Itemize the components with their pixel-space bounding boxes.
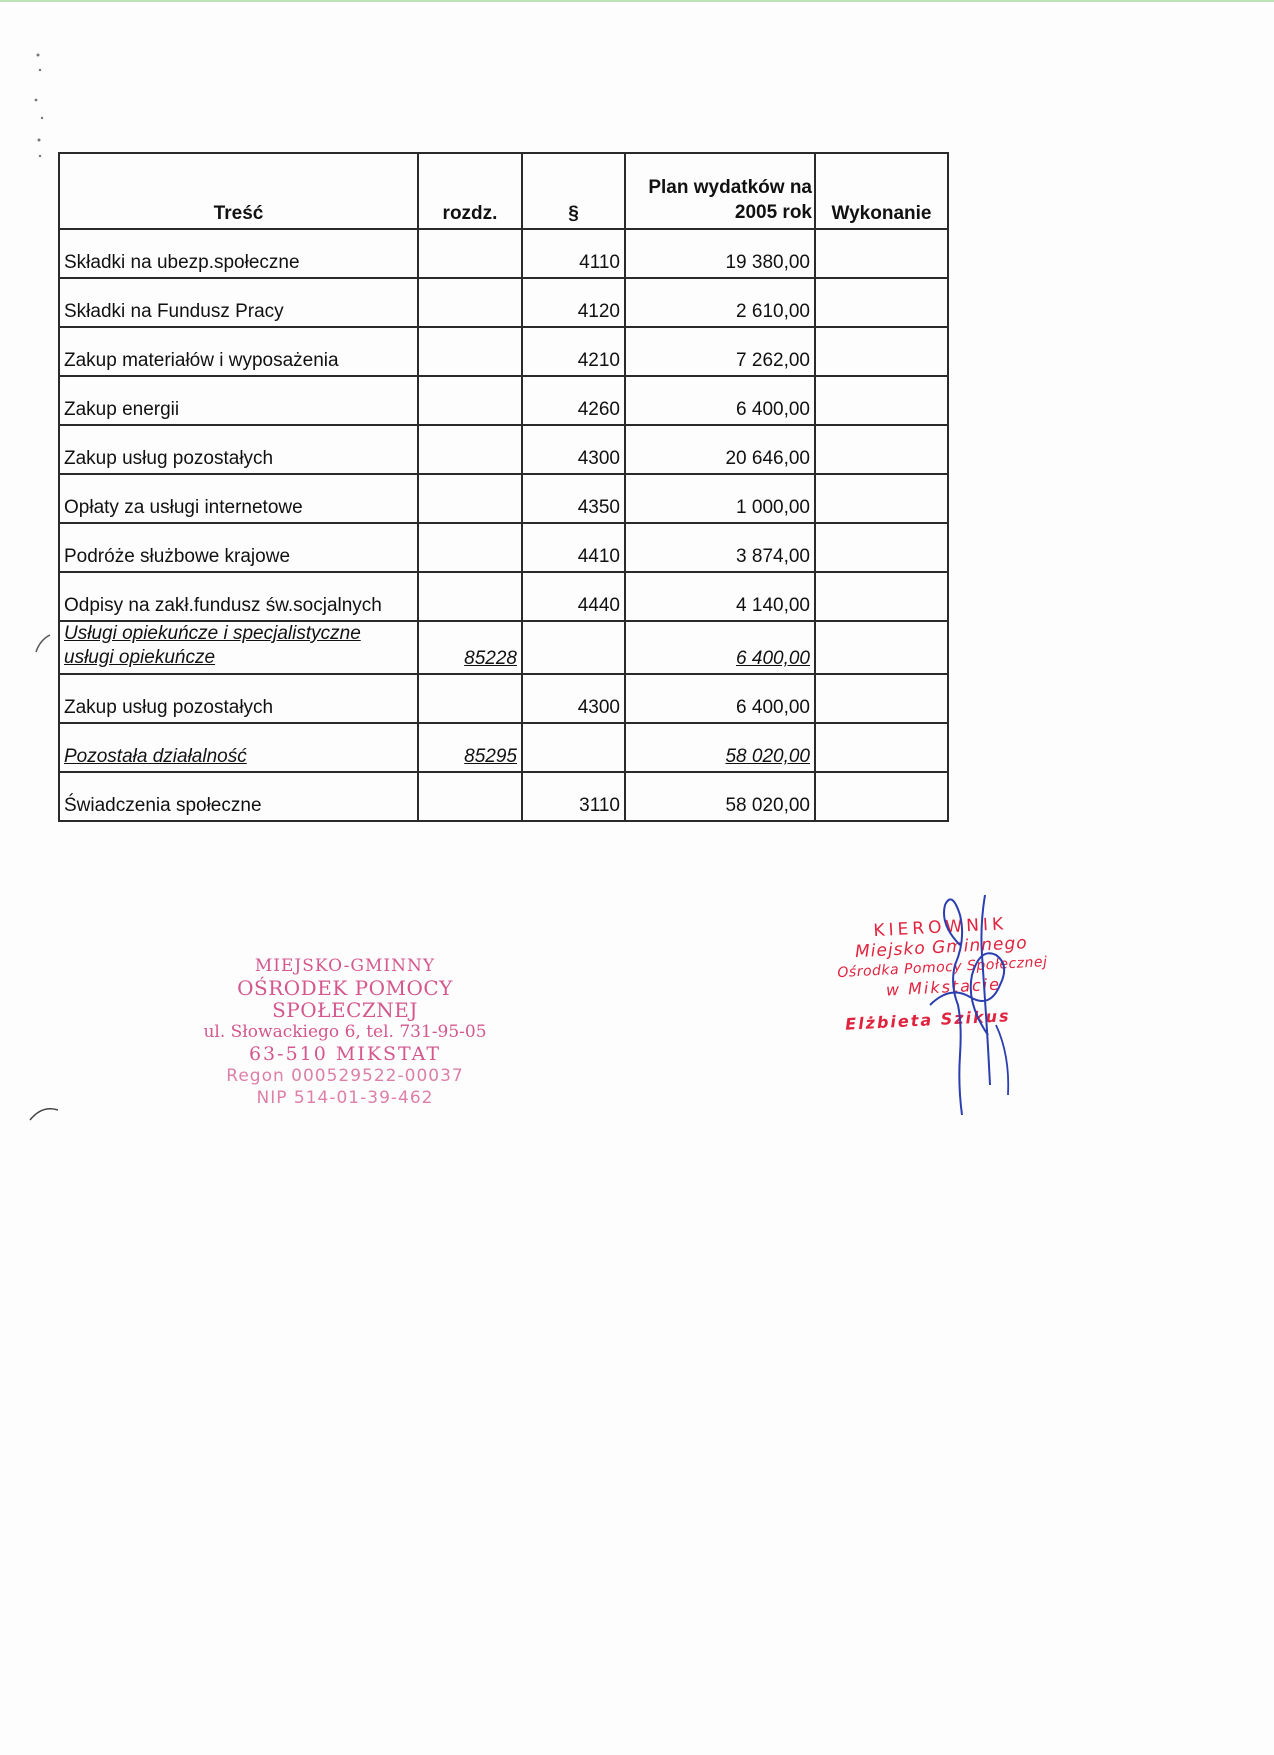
cell-paragraf: 4120 — [522, 278, 625, 327]
cell-plan: 58 020,00 — [625, 723, 815, 772]
cell-plan: 6 400,00 — [625, 674, 815, 723]
cell-wykonanie — [815, 723, 948, 772]
cell-wykonanie — [815, 229, 948, 278]
cell-wykonanie — [815, 376, 948, 425]
table-row — [59, 674, 948, 723]
header-paragraf: § — [522, 153, 625, 229]
cell-rozdz: 85228 — [418, 621, 522, 674]
table-header-row — [59, 153, 948, 229]
handwritten-signature — [900, 885, 1050, 1125]
table-row — [59, 278, 948, 327]
header-tresc: Treść — [59, 153, 418, 229]
stamp-line: Regon 000529522-00037 — [226, 1066, 464, 1086]
stamp-line: 63-510 MIKSTAT — [248, 1043, 442, 1065]
cell-tresc: Zakup usług pozostałych — [59, 674, 418, 723]
header-rozdz: rozdz. — [418, 153, 522, 229]
cell-plan: 6 400,00 — [625, 376, 815, 425]
stamp-line: KIEROWNIK — [872, 914, 1008, 942]
cell-wykonanie — [815, 425, 948, 474]
table-row — [59, 327, 948, 376]
cell-wykonanie — [815, 474, 948, 523]
stamp-line: OŚRODEK POMOCY SPOŁECZNEJ — [237, 976, 453, 1022]
table-section-row — [59, 723, 948, 772]
cell-plan: 7 262,00 — [625, 327, 815, 376]
section-title-line2: usługi opiekuńcze — [64, 647, 216, 668]
cell-tresc — [59, 621, 418, 674]
cell-rozdz — [418, 674, 522, 723]
cell-rozdz — [418, 278, 522, 327]
cell-plan: 3 874,00 — [625, 523, 815, 572]
stamp-line: Ośrodka Pomocy Społecznej — [837, 954, 1048, 982]
cell-paragraf: 4440 — [522, 572, 625, 621]
cell-paragraf: 4410 — [522, 523, 625, 572]
cell-rozdz — [418, 772, 522, 821]
cell-plan: 20 646,00 — [625, 425, 815, 474]
stamp-line: Elżbieta Szikus — [844, 1006, 1011, 1034]
table-row — [59, 376, 948, 425]
cell-rozdz: 85295 — [418, 723, 522, 772]
institution-stamp — [180, 955, 510, 1109]
table-row — [59, 523, 948, 572]
cell-rozdz — [418, 376, 522, 425]
cell-rozdz — [418, 474, 522, 523]
cell-tresc: Pozostała działalność — [59, 723, 418, 772]
cell-tresc: Składki na ubezp.społeczne — [59, 229, 418, 278]
cell-tresc: Świadczenia społeczne — [59, 772, 418, 821]
header-plan: Plan wydatków na 2005 rok — [625, 153, 815, 229]
cell-rozdz — [418, 327, 522, 376]
cell-plan: 6 400,00 — [625, 621, 815, 674]
cell-tresc: Składki na Fundusz Pracy — [59, 278, 418, 327]
cell-wykonanie — [815, 772, 948, 821]
cell-plan: 58 020,00 — [625, 772, 815, 821]
cell-tresc: Opłaty za usługi internetowe — [59, 474, 418, 523]
cell-rozdz — [418, 572, 522, 621]
stamp-line: ul. Słowackiego 6, tel. 731-95-05 — [203, 1022, 487, 1042]
cell-paragraf: 4350 — [522, 474, 625, 523]
cell-rozdz — [418, 425, 522, 474]
table-row — [59, 474, 948, 523]
cell-wykonanie — [815, 572, 948, 621]
stamp-line: w Mikstacie — [885, 974, 1002, 1000]
table-row — [59, 229, 948, 278]
cell-wykonanie — [815, 278, 948, 327]
cell-rozdz — [418, 229, 522, 278]
cell-wykonanie — [815, 621, 948, 674]
cell-paragraf: 4300 — [522, 674, 625, 723]
cell-tresc: Podróże służbowe krajowe — [59, 523, 418, 572]
scan-top-edge — [0, 0, 1274, 2]
table-row — [59, 572, 948, 621]
cell-tresc: Zakup usług pozostałych — [59, 425, 418, 474]
table-section-row — [59, 621, 948, 674]
cell-paragraf: 4110 — [522, 229, 625, 278]
cell-paragraf — [522, 723, 625, 772]
cell-wykonanie — [815, 674, 948, 723]
cell-paragraf — [522, 621, 625, 674]
cell-plan: 4 140,00 — [625, 572, 815, 621]
cell-wykonanie — [815, 523, 948, 572]
cell-tresc: Zakup materiałów i wyposażenia — [59, 327, 418, 376]
cell-wykonanie — [815, 327, 948, 376]
header-wykonanie: Wykonanie — [815, 153, 948, 229]
section-title-line1: Usługi opiekuńcze i specjalistyczne — [64, 623, 361, 644]
cell-plan: 1 000,00 — [625, 474, 815, 523]
table-row — [59, 772, 948, 821]
cell-plan: 2 610,00 — [625, 278, 815, 327]
budget-table — [58, 152, 949, 822]
cell-rozdz — [418, 523, 522, 572]
stamp-line: Miejsko Gminnego — [854, 933, 1029, 963]
cell-plan: 19 380,00 — [625, 229, 815, 278]
cell-paragraf: 4300 — [522, 425, 625, 474]
cell-paragraf: 4260 — [522, 376, 625, 425]
stamp-line: MIEJSKO-GMINNY — [254, 956, 436, 976]
table-row — [59, 425, 948, 474]
cell-tresc: Odpisy na zakł.fundusz św.socjalnych — [59, 572, 418, 621]
cell-paragraf: 3110 — [522, 772, 625, 821]
stamp-line: NIP 514-01-39-462 — [256, 1088, 434, 1108]
cell-paragraf: 4210 — [522, 327, 625, 376]
cell-tresc: Zakup energii — [59, 376, 418, 425]
